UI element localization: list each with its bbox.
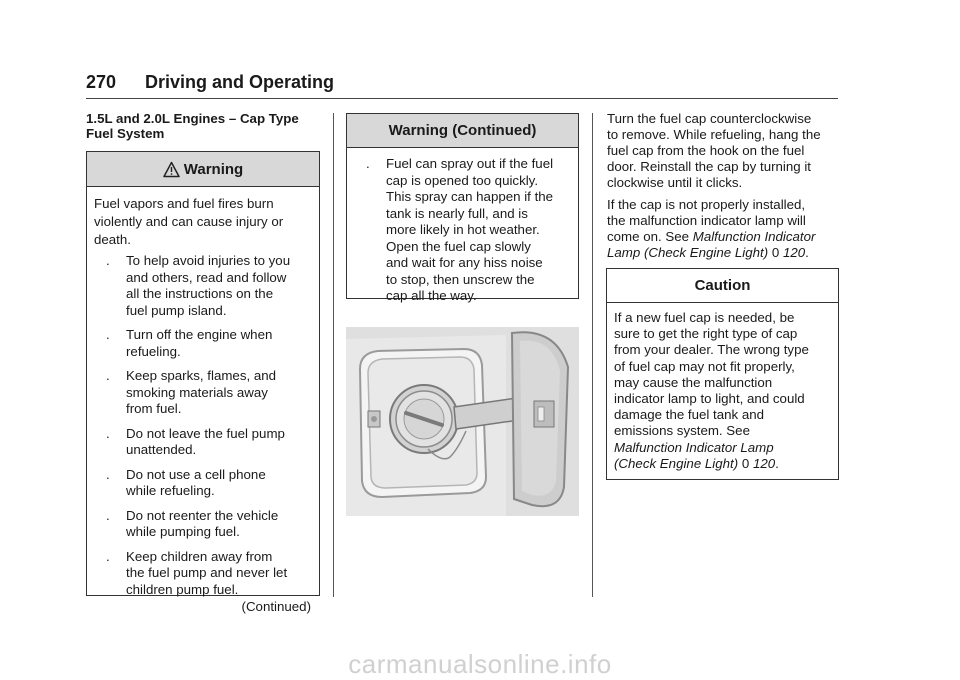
bullet-line: refueling. [126,343,181,359]
paragraph-line: Turn the fuel cap counterclockwise [607,111,812,126]
column-divider-left [333,113,334,597]
bullet-line: from fuel. [126,401,182,416]
paragraph-line [607,229,841,245]
page-reference-number[interactable]: 120 [752,455,776,471]
mil-reference-link[interactable]: Malfunction Indicator Lamp [614,439,774,455]
bullet-line: Open the fuel cap slowly [386,238,531,254]
paragraph-line: If the cap is not properly installed, [607,197,806,212]
paragraph-line: door. Reinstall the cap by turning it [607,159,812,174]
paragraph-text: come on. See [607,229,693,244]
warning-bullet [94,467,311,500]
caution-line: may cause the malfunction [614,374,773,390]
caution-box [606,268,839,480]
bullet-line: to stop, then unscrew the [386,271,535,287]
caution-line: damage the fuel tank and [614,407,765,423]
paragraph-line [607,245,841,261]
bullet-line: Keep children away from [126,548,273,564]
section-title-line: Fuel System [86,126,165,141]
caution-line [614,456,830,472]
caution-line: If a new fuel cap is needed, be [614,310,795,325]
warning-bullet [94,426,311,459]
warning-continued-box [346,113,579,303]
section-title [86,111,320,141]
bullet-mark: . [106,507,110,523]
bullet-line: This spray can happen if the [386,189,554,204]
page-reference-symbol: 0 [771,245,780,260]
section-title-line: 1.5L and 2.0L Engines – Cap Type [86,111,299,126]
mil-reference-link[interactable]: (Check Engine Light) [614,455,739,471]
mil-reference-link[interactable]: Lamp (Check Engine Light) [607,245,769,260]
warning-box [86,151,320,614]
sentence-end: . [775,455,779,471]
caution-line: of fuel cap may not fit properly, [614,358,795,374]
warning-heading [87,152,319,187]
sentence-end: . [805,245,809,260]
caution-line: indicator lamp to light, and could [614,391,805,407]
warning-intro [94,195,311,249]
bullet-line: cap all the way. [386,288,477,303]
page-reference-number[interactable]: 120 [782,245,806,260]
bullet-line: fuel pump island. [126,302,227,318]
bullet-line: all the instructions on the [126,286,274,301]
warning-continued-body [347,148,578,305]
chapter-title: Driving and Operating [145,72,335,92]
warning-bullet [94,549,311,599]
warning-bullet [94,253,311,319]
warning-intro-line: Fuel vapors and fuel fires burn [94,196,274,211]
bullet-mark: . [106,253,110,268]
warning-body [87,187,319,616]
caution-line: from your dealer. The wrong type [614,342,809,358]
cap-removal-paragraph [607,111,841,191]
page-reference-symbol: 0 [741,455,750,471]
bullet-line: Do not leave the fuel pump [126,425,285,441]
bullet-line: unattended. [126,442,197,457]
bullet-mark: . [106,548,110,564]
bullet-line: Do not reenter the vehicle [126,507,279,523]
bullet-mark: . [106,327,110,342]
warning-bullet [94,368,311,418]
bullet-line: while pumping fuel. [126,524,240,539]
warning-intro-line: death. [94,232,131,247]
bullet-mark: . [106,368,110,383]
page-number: 270 [86,72,117,92]
watermark: carmanualsonline.info [348,649,612,679]
bullet-mark: . [106,425,110,441]
bullet-line: Fuel can spray out if the fuel [386,156,554,171]
warning-bullet [94,327,311,360]
paragraph-line: to remove. While refueling, hang the [607,127,821,142]
bullet-line: cap is opened too quickly. [386,172,539,188]
warning-heading-label: Warning [183,160,244,178]
warning-bullet [354,156,570,305]
bullet-line: Turn off the engine when [126,327,273,342]
warning-triangle-icon [163,161,180,178]
fuel-door-illustration [346,327,579,516]
bullet-line: while refueling. [126,483,215,498]
bullet-line: tank is nearly full, and is [386,205,528,221]
mil-reference-link[interactable]: Malfunction Indicator [692,229,816,244]
bullet-line: To help avoid injuries to you [126,253,291,268]
page-header [86,70,838,99]
caution-line: emissions system. See [614,423,750,439]
bullet-line: children pump fuel. [126,581,239,597]
caution-heading: Caution [607,269,838,303]
paragraph-line: the malfunction indicator lamp will [607,213,806,228]
cap-installation-paragraph [607,197,841,261]
bullet-line: and others, read and follow [126,269,287,285]
warning-intro-line: violently and can cause injury or [94,214,284,229]
column-divider-right [592,113,593,597]
bullet-line: and wait for any hiss noise [386,255,543,270]
bullet-mark: . [366,156,370,171]
fuel-door-image [346,327,579,516]
bullet-line: the fuel pump and never let [126,565,288,580]
bullet-line: more likely in hot weather. [386,222,540,237]
caution-body [607,303,838,472]
caution-line: sure to get the right type of cap [614,326,798,342]
paragraph-line: fuel cap from the hook on the fuel [607,143,805,158]
bullet-line: Keep sparks, flames, and [126,368,277,383]
warning-bullet [94,508,311,541]
paragraph-line: clockwise until it clicks. [607,175,743,190]
bullet-mark: . [106,466,110,482]
continued-label: (Continued) [241,599,311,614]
bullet-line: smoking materials away [126,384,268,400]
warning-continued-heading: Warning (Continued) [347,114,578,148]
bullet-line: Do not use a cell phone [126,466,266,482]
